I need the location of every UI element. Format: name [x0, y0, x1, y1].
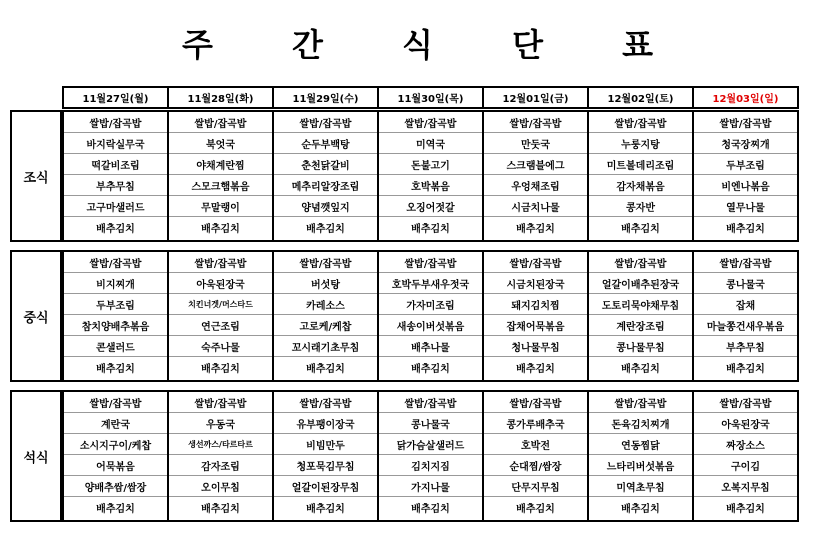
menu-item: 배추김치 [621, 224, 660, 235]
menu-day-column [692, 110, 799, 242]
menu-item: 고구마샐러드 [64, 196, 167, 217]
menu-item: 꼬시래기초무침 [274, 336, 377, 357]
menu-item: 콩가루배추국 [484, 413, 587, 434]
menu-item: 쌀밥/잡곡밥 [64, 392, 167, 413]
menu-item: 감자채볶음 [589, 175, 692, 196]
menu-day-column [482, 110, 589, 242]
menu-item: 닭가슴살샐러드 [379, 434, 482, 455]
menu-item: 유부팽이장국 [274, 413, 377, 434]
menu-item: 감자조림 [169, 455, 272, 476]
menu-item: 고로케/케찹 [274, 315, 377, 336]
menu-item: 두부조림 [694, 154, 797, 175]
menu-item: 시금치나물 [484, 196, 587, 217]
menu-item: 쌀밥/잡곡밥 [484, 392, 587, 413]
menu-item: 쌀밥/잡곡밥 [64, 252, 167, 273]
menu-day-column [692, 250, 799, 382]
menu-item: 쌀밥/잡곡밥 [274, 112, 377, 133]
menu-item: 비빔만두 [274, 434, 377, 455]
menu-item: 버섯탕 [274, 273, 377, 294]
menu-item: 누룽지탕 [589, 133, 692, 154]
day-header: 11월28일(화) [167, 86, 274, 109]
menu-item: 콩나물국 [694, 273, 797, 294]
menu-day-column [482, 250, 589, 382]
menu-item: 배추김치 [516, 364, 555, 375]
menu-item: 치킨너겟/머스타드 [169, 294, 272, 315]
menu-item: 만둣국 [484, 133, 587, 154]
menu-item: 순두부백탕 [274, 133, 377, 154]
day-header: 11월30일(목) [377, 86, 484, 109]
menu-item: 연동찜닭 [589, 434, 692, 455]
menu-day-column [167, 390, 274, 522]
page-title: 주 간 식 단 표 [181, 26, 688, 64]
menu-item: 배추김치 [516, 224, 555, 235]
menu-item: 청포묵김무침 [274, 455, 377, 476]
menu-item: 돈불고기 [379, 154, 482, 175]
menu-day-column [692, 390, 799, 522]
menu-item: 무말랭이 [169, 196, 272, 217]
menu-item: 연근조림 [169, 315, 272, 336]
menu-item: 쌀밥/잡곡밥 [169, 112, 272, 133]
menu-item: 쌀밥/잡곡밥 [169, 392, 272, 413]
menu-item: 쌀밥/잡곡밥 [379, 252, 482, 273]
menu-item: 쌀밥/잡곡밥 [694, 252, 797, 273]
menu-item: 쌀밥/잡곡밥 [694, 112, 797, 133]
menu-day-column [272, 390, 379, 522]
menu-item: 김치지짐 [379, 455, 482, 476]
menu-day-column [377, 110, 484, 242]
menu-item: 아욱된장국 [169, 273, 272, 294]
menu-item: 배추김치 [201, 364, 240, 375]
menu-item: 콩나물국 [379, 413, 482, 434]
menu-item: 쌀밥/잡곡밥 [379, 112, 482, 133]
menu-day-column [482, 390, 589, 522]
menu-item: 오이무침 [169, 476, 272, 497]
menu-item: 우동국 [169, 413, 272, 434]
menu-item: 쌀밥/잡곡밥 [589, 252, 692, 273]
menu-item: 배추김치 [411, 504, 450, 515]
menu-item: 양념깻잎지 [274, 196, 377, 217]
menu-item: 잡채 [694, 294, 797, 315]
menu-item: 메추리알장조림 [274, 175, 377, 196]
menu-item: 배추김치 [411, 364, 450, 375]
menu-item: 가지나물 [379, 476, 482, 497]
menu-item: 배추김치 [621, 504, 660, 515]
menu-item: 배추김치 [726, 224, 765, 235]
menu-day-column [587, 390, 694, 522]
menu-item: 배추김치 [96, 504, 135, 515]
menu-item: 쌀밥/잡곡밥 [274, 392, 377, 413]
day-header: 12월01일(금) [482, 86, 589, 109]
menu-item: 도토리묵야채무침 [589, 294, 692, 315]
menu-item: 미역국 [379, 133, 482, 154]
menu-item: 쌀밥/잡곡밥 [379, 392, 482, 413]
menu-item: 미트볼데리조림 [589, 154, 692, 175]
menu-item: 배추김치 [516, 504, 555, 515]
menu-item: 배추김치 [201, 224, 240, 235]
menu-item: 시금치된장국 [484, 273, 587, 294]
menu-item: 배추김치 [306, 364, 345, 375]
menu-day-column [167, 110, 274, 242]
menu-item: 스크램블에그 [484, 154, 587, 175]
menu-day-column [587, 250, 694, 382]
menu-item: 돼지김치찜 [484, 294, 587, 315]
menu-item: 쌀밥/잡곡밥 [169, 252, 272, 273]
menu-item: 소시지구이/케찹 [64, 434, 167, 455]
menu-item: 스모크햄볶음 [169, 175, 272, 196]
menu-item: 야채계란찜 [169, 154, 272, 175]
menu-item: 쌀밥/잡곡밥 [274, 252, 377, 273]
lunch-section [10, 250, 797, 382]
menu-item: 배추김치 [201, 504, 240, 515]
menu-item: 카레소스 [274, 294, 377, 315]
menu-item: 단무지무침 [484, 476, 587, 497]
menu-item: 쌀밥/잡곡밥 [694, 392, 797, 413]
meal-label-lunch: 중식 [10, 250, 62, 382]
menu-day-column [62, 390, 169, 522]
menu-day-column [377, 250, 484, 382]
menu-item: 아욱된장국 [694, 413, 797, 434]
menu-item: 두부조림 [64, 294, 167, 315]
menu-item: 얼갈이된장무침 [274, 476, 377, 497]
menu-item: 배추김치 [726, 504, 765, 515]
menu-item: 청국장찌개 [694, 133, 797, 154]
menu-day-column [377, 390, 484, 522]
menu-item: 쌀밥/잡곡밥 [589, 392, 692, 413]
menu-day-column [62, 250, 169, 382]
menu-item: 떡갈비조림 [64, 154, 167, 175]
menu-item: 계란장조림 [589, 315, 692, 336]
menu-item: 양배추쌈/쌈장 [64, 476, 167, 497]
menu-item: 배추김치 [411, 224, 450, 235]
menu-item: 참치양배추볶음 [64, 315, 167, 336]
menu-item: 우엉채조림 [484, 175, 587, 196]
menu-item: 배추김치 [306, 224, 345, 235]
menu-item: 숙주나물 [169, 336, 272, 357]
menu-item: 바지락실무국 [64, 133, 167, 154]
menu-item: 비엔나볶음 [694, 175, 797, 196]
menu-day-column [167, 250, 274, 382]
menu-item: 생선까스/타르타르 [169, 434, 272, 455]
menu-item: 짜장소스 [694, 434, 797, 455]
menu-item: 어묵볶음 [64, 455, 167, 476]
day-header-row [62, 86, 797, 109]
menu-item: 호박두부새우젓국 [379, 273, 482, 294]
menu-item: 마늘쫑건새우볶음 [694, 315, 797, 336]
menu-item: 배추김치 [621, 364, 660, 375]
menu-item: 가자미조림 [379, 294, 482, 315]
day-header: 11월29일(수) [272, 86, 379, 109]
menu-item: 미역초무침 [589, 476, 692, 497]
menu-item: 쌀밥/잡곡밥 [484, 112, 587, 133]
menu-item: 열무나물 [694, 196, 797, 217]
menu-item: 부추무침 [694, 336, 797, 357]
menu-item: 배추김치 [96, 224, 135, 235]
menu-item: 순대찜/쌈장 [484, 455, 587, 476]
menu-item: 잡채어묵볶음 [484, 315, 587, 336]
day-header: 12월02일(토) [587, 86, 694, 109]
breakfast-section [10, 110, 797, 242]
menu-item: 돈육김치찌개 [589, 413, 692, 434]
dinner-section [10, 390, 797, 522]
menu-item: 호박전 [484, 434, 587, 455]
menu-item: 비지찌개 [64, 273, 167, 294]
menu-item: 콩나물무침 [589, 336, 692, 357]
menu-item: 오징어젓갈 [379, 196, 482, 217]
meal-label-dinner: 석식 [10, 390, 62, 522]
day-header-sunday: 12월03일(일) [692, 86, 799, 109]
menu-item: 배추김치 [306, 504, 345, 515]
menu-item: 부추무침 [64, 175, 167, 196]
day-header: 11월27일(월) [62, 86, 169, 109]
menu-item: 배추나물 [379, 336, 482, 357]
menu-day-column [587, 110, 694, 242]
menu-item: 콩자반 [589, 196, 692, 217]
menu-item: 새송이버섯볶음 [379, 315, 482, 336]
menu-day-column [272, 250, 379, 382]
menu-item: 춘천닭갈비 [274, 154, 377, 175]
menu-item: 배추김치 [96, 364, 135, 375]
menu-item: 배추김치 [726, 364, 765, 375]
menu-item: 청나물무침 [484, 336, 587, 357]
menu-item: 콘샐러드 [64, 336, 167, 357]
menu-day-column [62, 110, 169, 242]
meal-label-breakfast: 조식 [10, 110, 62, 242]
menu-day-column [272, 110, 379, 242]
menu-item: 느타리버섯볶음 [589, 455, 692, 476]
menu-item: 오복지무침 [694, 476, 797, 497]
menu-item: 구이김 [694, 455, 797, 476]
menu-item: 쌀밥/잡곡밥 [484, 252, 587, 273]
menu-item: 쌀밥/잡곡밥 [64, 112, 167, 133]
menu-item: 북엇국 [169, 133, 272, 154]
menu-item: 얼갈이배추된장국 [589, 273, 692, 294]
menu-item: 계란국 [64, 413, 167, 434]
menu-item: 쌀밥/잡곡밥 [589, 112, 692, 133]
menu-item: 호박볶음 [379, 175, 482, 196]
